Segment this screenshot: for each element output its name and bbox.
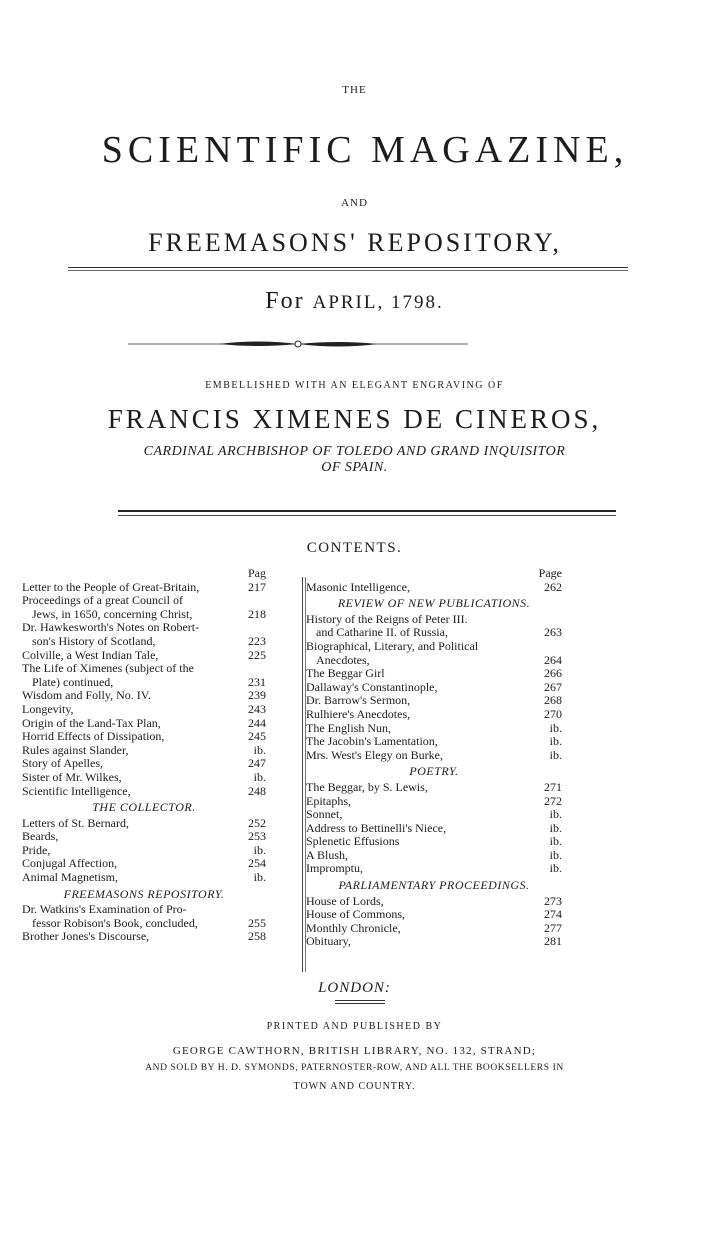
contents-entry: [306, 935, 562, 949]
contents-entry: [306, 694, 562, 708]
contents-entry-page: 272: [544, 793, 562, 808]
contents-entry: [306, 613, 562, 627]
contents-entry-title: Mrs. West's Elegy on Burke,: [306, 747, 443, 762]
contents-entry-title: A Blush,: [306, 847, 349, 862]
issue-date: APRIL, 1798.: [312, 292, 444, 313]
contents-entry: [22, 871, 266, 885]
contents-entry-title: Dr. Watkins's Examination of Pro-: [22, 902, 187, 917]
header-the: THE: [342, 84, 367, 96]
contents-entry-title: Address to Bettinelli's Niece,: [306, 820, 447, 835]
contents-entry-page: ib.: [253, 870, 266, 885]
contents-entry-page: 218: [248, 606, 266, 621]
contents-entry-title: The Life of Ximenes (subject of the: [22, 661, 194, 676]
contents-entry: [306, 708, 562, 722]
subject-title-line2: OF SPAIN.: [321, 460, 388, 475]
imprint-sellers: AND SOLD BY H. D. SYMONDS, PATERNOSTER-ROW, AND ALL THE BOOKSELLERS IN: [145, 1063, 564, 1073]
contents-entry: [306, 640, 562, 654]
contents-entry-title: Rules against Slander,: [22, 742, 129, 757]
contents-entry: [306, 626, 562, 640]
page-label: Pag: [248, 566, 266, 580]
title-rule-thin: [68, 270, 628, 271]
contents-entry-page: 271: [544, 779, 562, 794]
contents-entry-title: Dallaway's Constantinople,: [306, 679, 438, 694]
contents-entry-title: Story of Apelles,: [22, 756, 103, 771]
contents-right-column: [306, 567, 562, 949]
contents-entry-title: son's History of Scotland,: [32, 633, 156, 648]
contents-entry: [22, 662, 266, 676]
section-rule: [118, 510, 616, 512]
contents-entry: [306, 581, 562, 595]
engraving-subject: FRANCIS XIMENES DE CINEROS,: [107, 404, 602, 434]
subject-title-line1: CARDINAL ARCHBISHOP OF TOLEDO AND GRAND INQUISITOR: [143, 444, 566, 459]
magazine-title: SCIENTIFIC MAGAZINE,: [101, 129, 629, 171]
contents-entry-page: 277: [544, 920, 562, 935]
contents-entry: [22, 744, 266, 758]
contents-entry-title: Beards,: [22, 829, 59, 844]
page-label-row: [306, 567, 562, 581]
contents-entry: [22, 857, 266, 871]
contents-entry-title: History of the Reigns of Peter III.: [306, 611, 468, 626]
magazine-subtitle: FREEMASONS' REPOSITORY,: [148, 228, 562, 257]
header-and: AND: [341, 197, 368, 209]
contents-entry-title: and Catharine II. of Russia,: [316, 625, 448, 640]
contents-entry-title: Letter to the People of Great-Britain,: [22, 579, 200, 594]
contents-entry-title: Origin of the Land-Tax Plan,: [22, 715, 161, 730]
contents-entry-title: Anecdotes,: [316, 652, 370, 667]
imprint-printed: PRINTED AND PUBLISHED BY: [266, 1021, 443, 1032]
contents-entry: [22, 621, 266, 635]
contents-entry-title: Epitaphs,: [306, 793, 351, 808]
contents-entry-title: Rulhiere's Anecdotes,: [306, 706, 411, 721]
contents-entry-title: The Beggar Girl: [306, 666, 385, 681]
contents-entry: [22, 730, 266, 744]
contents-entry-title: The Jacobin's Lamentation,: [306, 734, 438, 749]
contents-entry-title: Colville, a West Indian Tale,: [22, 647, 159, 662]
contents-entry: [306, 862, 562, 876]
contents-entry-title: Sister of Mr. Wilkes,: [22, 769, 122, 784]
contents-entry-page: ib.: [549, 834, 562, 849]
contents-entry: [306, 908, 562, 922]
contents-entry-page: 243: [248, 701, 266, 716]
contents-entry-title: House of Lords,: [306, 893, 384, 908]
contents-entry-title: Longevity,: [22, 701, 74, 716]
contents-entry: [22, 581, 266, 595]
imprint-city: LONDON:: [318, 980, 391, 996]
contents-entry-page: ib.: [549, 747, 562, 762]
contents-entry: [22, 817, 266, 831]
contents-entry-title: Obituary,: [306, 934, 351, 949]
contents-section-heading: PARLIAMENTARY PROCEEDINGS.: [338, 878, 530, 893]
contents-entry-page: 268: [544, 693, 562, 708]
contents-entry-title: Horrid Effects of Dissipation,: [22, 729, 165, 744]
contents-entry-page: 274: [544, 907, 562, 922]
contents-entry-title: Brother Jones's Discourse,: [22, 929, 150, 944]
contents-entry: [22, 717, 266, 731]
contents-entry: [22, 649, 266, 663]
contents-heading: CONTENTS.: [306, 540, 403, 556]
contents-entry-title: Sonnet,: [306, 807, 343, 822]
title-rule: [68, 267, 628, 268]
contents-entry-page: 225: [248, 647, 266, 662]
contents-entry: [22, 930, 266, 944]
contents-entry-page: 273: [544, 893, 562, 908]
contents-entry-title: Scientific Intelligence,: [22, 783, 131, 798]
contents-entry-title: Biographical, Literary, and Political: [306, 638, 479, 653]
contents-entry: [306, 722, 562, 736]
contents-entry-title: fessor Robison's Book, concluded,: [32, 915, 198, 930]
contents-entry-page: 252: [248, 815, 266, 830]
contents-entry: [22, 757, 266, 771]
contents-entry-page: 253: [248, 829, 266, 844]
contents-section-heading: THE COLLECTOR.: [92, 800, 196, 815]
page-label-row: [22, 567, 266, 581]
contents-entry: [306, 681, 562, 695]
contents-entry-page: 245: [248, 729, 266, 744]
contents-entry-page: 217: [248, 579, 266, 594]
contents-entry-title: Impromptu,: [306, 861, 363, 876]
issue-for: For: [265, 288, 305, 314]
contents-entry: [306, 835, 562, 849]
contents-entry: [306, 749, 562, 763]
contents-entry-page: 231: [248, 674, 266, 689]
contents-entry: [22, 676, 266, 690]
contents-entry: [22, 689, 266, 703]
city-rule-thin: [335, 1003, 385, 1004]
contents-entry: [306, 849, 562, 863]
contents-section-heading: REVIEW OF NEW PUBLICATIONS.: [337, 596, 531, 611]
contents-entry: [306, 895, 562, 909]
imprint-publisher: GEORGE CAWTHORN, BRITISH LIBRARY, NO. 132, STRAND;: [172, 1045, 537, 1057]
contents-entry-page: ib.: [253, 842, 266, 857]
contents-entry-title: Wisdom and Folly, No. IV.: [22, 688, 151, 703]
contents-entry: [22, 785, 266, 799]
contents-entry-title: Pride,: [22, 842, 51, 857]
contents-entry: [22, 608, 266, 622]
contents-entry: [306, 667, 562, 681]
contents-entry-title: Proceedings of a great Council of: [22, 593, 183, 608]
contents-entry-title: The Beggar, by S. Lewis,: [306, 779, 428, 794]
contents-entry: [22, 903, 266, 917]
contents-entry-page: 281: [544, 934, 562, 949]
contents-entry-page: 270: [544, 706, 562, 721]
imprint-sellers-cont: TOWN AND COUNTRY.: [293, 1081, 416, 1092]
contents-entry-page: 267: [544, 679, 562, 694]
contents-entry-page: ib.: [549, 807, 562, 822]
contents-entry-title: Letters of St. Bernard,: [22, 815, 129, 830]
contents-entry-page: 248: [248, 783, 266, 798]
contents-entry-page: ib.: [549, 720, 562, 735]
ornamental-rule-icon: [128, 340, 468, 348]
contents-entry-page: 255: [248, 915, 266, 930]
contents-entry: [22, 830, 266, 844]
contents-entry-page: ib.: [549, 820, 562, 835]
column-divider: [302, 577, 303, 972]
contents-entry-page: 223: [248, 633, 266, 648]
contents-entry-page: 263: [544, 625, 562, 640]
contents-section-heading: POETRY.: [409, 764, 459, 779]
contents-entry-title: Dr. Hawkesworth's Notes on Robert-: [22, 620, 200, 635]
contents-entry: [22, 771, 266, 785]
contents-entry: [306, 781, 562, 795]
contents-entry-page: ib.: [549, 847, 562, 862]
contents-entry-title: Conjugal Affection,: [22, 856, 118, 871]
contents-entry: [306, 808, 562, 822]
contents-entry: [22, 594, 266, 608]
contents-entry-page: 264: [544, 652, 562, 667]
contents-entry: [306, 795, 562, 809]
contents-left-column: [22, 567, 266, 944]
page-label: Page: [538, 566, 562, 580]
contents-entry-title: Masonic Intelligence,: [306, 579, 410, 594]
city-rule: [335, 1000, 385, 1001]
contents-entry: [306, 922, 562, 936]
contents-entry-title: Monthly Chronicle,: [306, 920, 401, 935]
contents-entry-title: Dr. Barrow's Sermon,: [306, 693, 411, 708]
contents-entry: [306, 654, 562, 668]
contents-entry: [22, 844, 266, 858]
contents-entry-title: Plate) continued,: [32, 674, 114, 689]
contents-entry-title: House of Commons,: [306, 907, 405, 922]
contents-entry-title: Animal Magnetism,: [22, 870, 118, 885]
contents-entry-title: The English Nun,: [306, 720, 391, 735]
contents-entry-title: Jews, in 1650, concerning Christ,: [32, 606, 193, 621]
contents-entry-page: ib.: [549, 734, 562, 749]
contents-entry-page: 266: [544, 666, 562, 681]
contents-entry-page: 258: [248, 929, 266, 944]
embellishment-intro: EMBELLISHED WITH AN ELEGANT ENGRAVING OF: [205, 380, 504, 391]
contents-section-heading: FREEMASONS REPOSITORY.: [63, 886, 225, 901]
contents-entry-page: 239: [248, 688, 266, 703]
contents-entry-page: ib.: [549, 861, 562, 876]
contents-entry: [22, 703, 266, 717]
contents-entry: [306, 735, 562, 749]
contents-entry-page: 244: [248, 715, 266, 730]
issue-line: [0, 288, 709, 315]
section-rule-thin: [118, 515, 616, 516]
contents-entry-page: 247: [248, 756, 266, 771]
contents-entry: [22, 917, 266, 931]
contents-entry: [22, 635, 266, 649]
contents-entry-page: ib.: [253, 769, 266, 784]
contents-entry-page: ib.: [253, 742, 266, 757]
contents-entry-title: Splenetic Effusions: [306, 834, 400, 849]
contents-entry: [306, 822, 562, 836]
contents-entry-page: 254: [248, 856, 266, 871]
contents-entry-page: 262: [544, 579, 562, 594]
